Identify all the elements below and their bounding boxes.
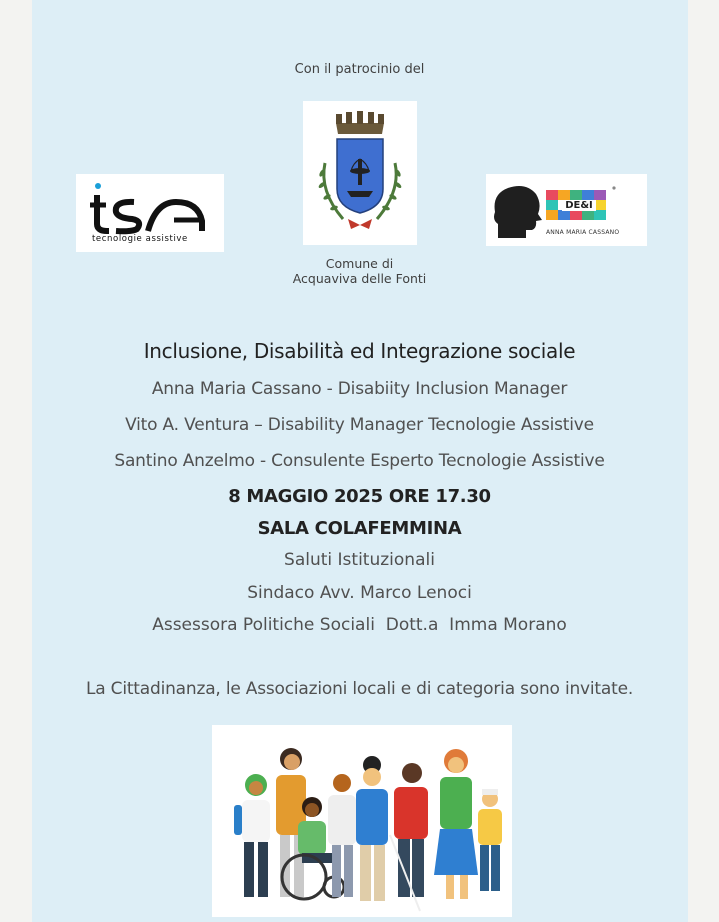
comune-caption-line1: Comune di [325, 256, 394, 271]
dei-subtitle: ANNA MARIA CASSANO [546, 229, 620, 236]
dei-logo [486, 174, 647, 246]
speaker-1: Anna Maria Cassano - Disabiity Inclusion Manager [151, 379, 568, 399]
speaker-3: Santino Anzelmo - Consulente Esperto Tecnologie Assistive [114, 451, 605, 471]
event-title: Inclusione, Disabilità ed Integrazione sociale [143, 339, 576, 363]
comune-crest [303, 101, 417, 245]
patronage-label: Con il patrocinio del [294, 62, 425, 77]
greeting-mayor: Sindaco Avv. Marco Lenoci [247, 583, 472, 603]
people-illustration [212, 725, 512, 921]
crest-icon [303, 101, 417, 245]
invitation-text: La Cittadinanza, le Associazioni locali e di categoria sono invitate. [85, 679, 634, 699]
ta-logo-text: tecnologie assistive [92, 234, 188, 244]
event-venue: SALA COLAFEMMINA [257, 518, 462, 539]
speaker-2: Vito A. Ventura – Disability Manager Tecnologie Assistive [125, 415, 594, 435]
comune-caption [0, 256, 719, 286]
ta-logo [76, 174, 224, 252]
event-date: 8 MAGGIO 2025 ORE 17.30 [228, 486, 491, 507]
greetings-heading: Saluti Istituzionali [284, 550, 435, 570]
greeting-councillor: Assessora Politiche Sociali Dott.a Imma Morano [152, 615, 567, 635]
diverse-people-icon [212, 725, 512, 917]
comune-caption-line2: Acquaviva delle Fonti [292, 271, 427, 286]
dei-badge: DE&I [562, 200, 596, 211]
